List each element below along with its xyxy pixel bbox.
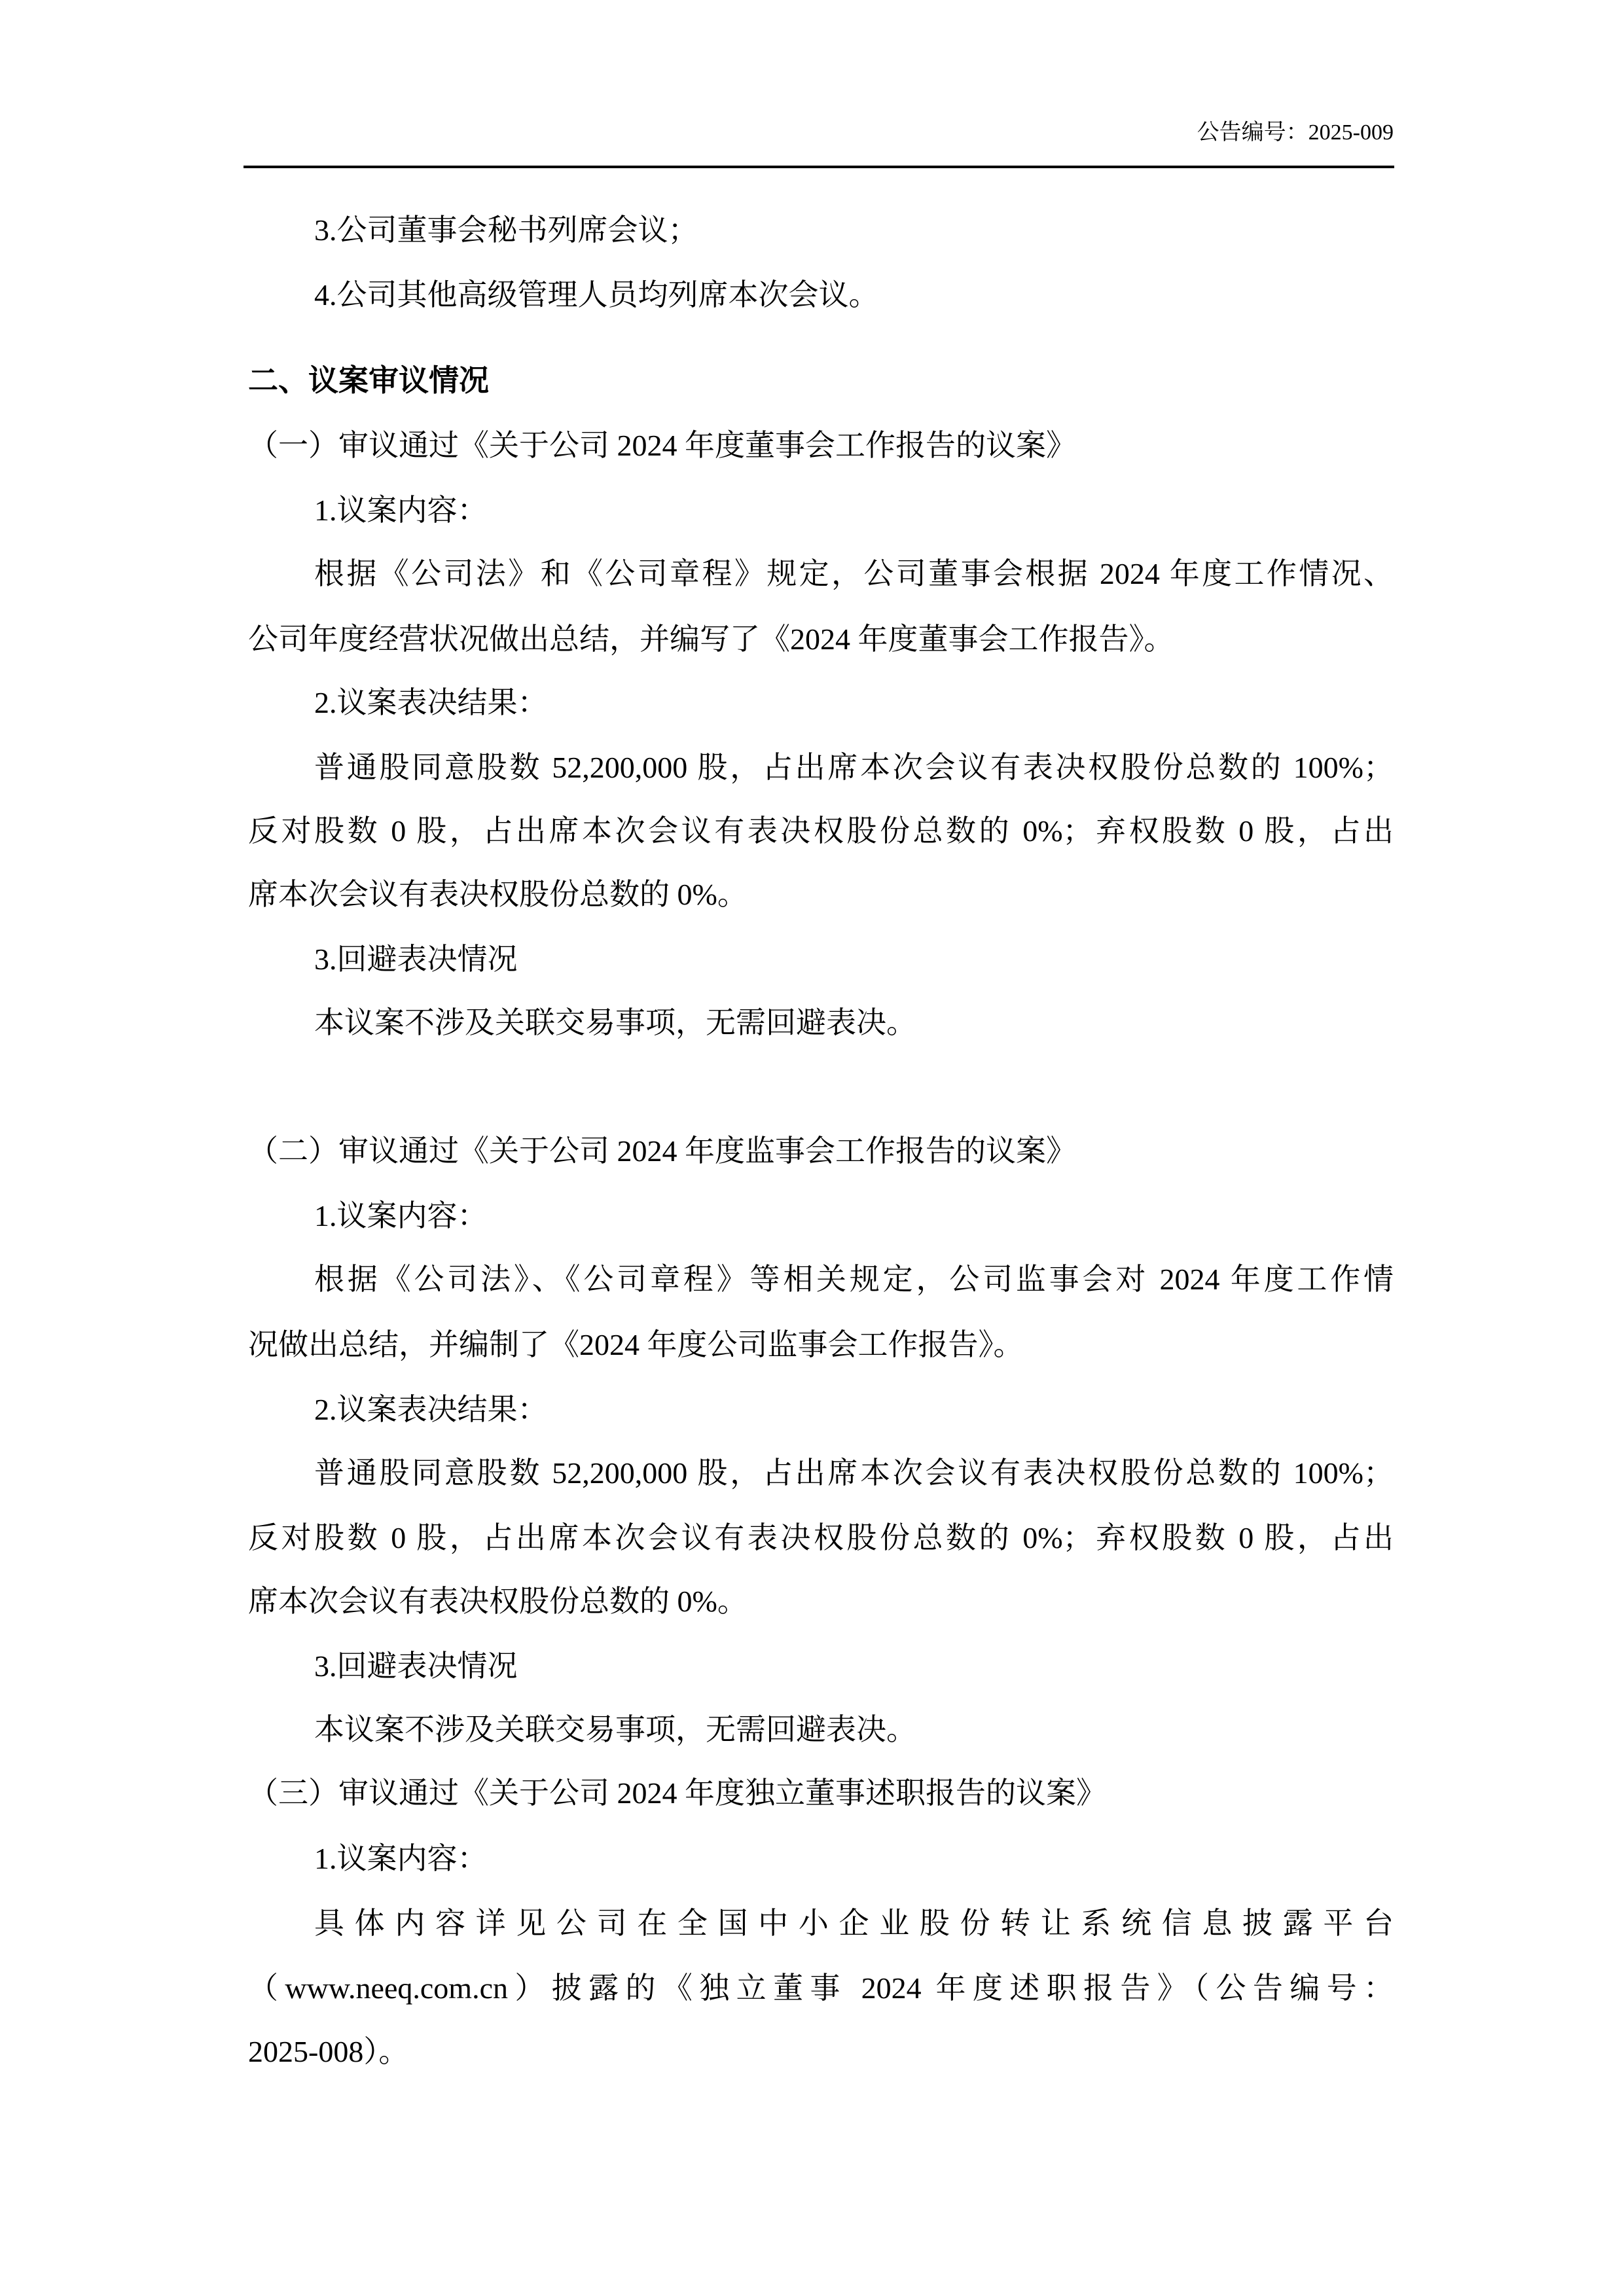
attendee-item: 3.公司董事会秘书列席会议； — [314, 213, 698, 247]
subheading: 1.议案内容： — [314, 493, 488, 527]
paragraph-line: 况做出总结，并编制了《2024 年度公司监事会工作报告》。 — [248, 1328, 1024, 1361]
paragraph-line: 本议案不涉及关联交易事项，无需回避表决。 — [314, 1713, 916, 1746]
paragraph-line: （www.neeq.com.cn）披露的《独立董事 2024 年度述职报告》（公告编号： — [248, 1971, 1394, 2005]
paragraph-line: 2025-008）。 — [248, 2035, 409, 2068]
motion-title: （一）审议通过《关于公司 2024 年度董事会工作报告的议案》 — [248, 429, 1076, 462]
motion-title: （三）审议通过《关于公司 2024 年度独立董事述职报告的议案》 — [248, 1776, 1106, 1810]
paragraph-line: 公司年度经营状况做出总结，并编写了《2024 年度董事会工作报告》。 — [248, 622, 1174, 656]
paragraph-line: 席本次会议有表决权股份总数的 0%。 — [248, 1585, 748, 1618]
notice-number: 公告编号：2025-009 — [1197, 120, 1394, 145]
paragraph-line: 普通股同意股数 52,200,000 股，占出席本次会议有表决权股份总数的 100%； — [314, 1456, 1394, 1490]
paragraph-line: 反对股数 0 股，占出席本次会议有表决权股份总数的 0%；弃权股数 0 股，占出 — [248, 814, 1394, 848]
paragraph-line: 根据《公司法》和《公司章程》规定，公司董事会根据 2024 年度工作情况、 — [314, 557, 1394, 590]
subheading: 1.议案内容： — [314, 1842, 488, 1875]
paragraph-line: 普通股同意股数 52,200,000 股，占出席本次会议有表决权股份总数的 100%； — [314, 751, 1394, 784]
subheading: 3.回避表决情况 — [314, 942, 518, 976]
paragraph-line: 席本次会议有表决权股份总数的 0%。 — [248, 878, 748, 911]
header-divider — [244, 166, 1394, 168]
paragraph-line: 根据《公司法》、《公司章程》等相关规定，公司监事会对 2024 年度工作情 — [314, 1263, 1394, 1296]
subheading: 2.议案表决结果： — [314, 686, 548, 719]
paragraph-line: 反对股数 0 股，占出席本次会议有表决权股份总数的 0%；弃权股数 0 股，占出 — [248, 1521, 1394, 1554]
subheading: 2.议案表决结果： — [314, 1393, 548, 1426]
attendee-item: 4.公司其他高级管理人员均列席本次会议。 — [314, 278, 879, 312]
paragraph-line: 具体内容详见公司在全国中小企业股份转让系统信息披露平台 — [314, 1907, 1394, 1940]
paragraph-line: 本议案不涉及关联交易事项，无需回避表决。 — [314, 1006, 916, 1039]
motion-title: （二）审议通过《关于公司 2024 年度监事会工作报告的议案》 — [248, 1134, 1076, 1168]
subheading: 1.议案内容： — [314, 1199, 488, 1232]
subheading: 3.回避表决情况 — [314, 1649, 518, 1683]
section-heading: 二、议案审议情况 — [248, 364, 489, 397]
